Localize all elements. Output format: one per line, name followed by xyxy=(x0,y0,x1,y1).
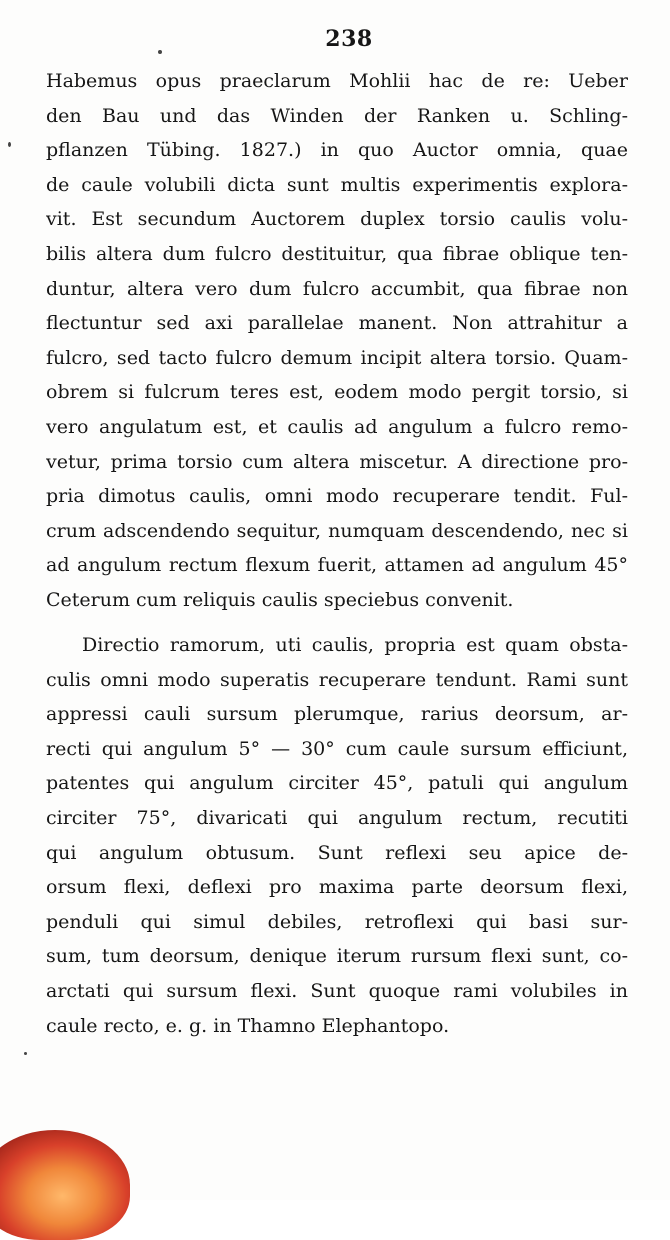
text-line: patentes qui angulum circiter 45°, patuli qui angulum xyxy=(46,772,628,795)
text-line: circiter 75°, divaricati qui angulum rectum, recutiti xyxy=(46,806,628,829)
text-line: Directio ramorum, uti caulis, propria est quam obsta- xyxy=(82,634,628,656)
text-line: duntur, altera vero dum fulcro accumbit, qua fibrae non xyxy=(46,277,628,300)
ink-speck xyxy=(8,142,11,147)
text-line: den Bau und das Winden der Ranken u. Schling- xyxy=(46,104,628,127)
text-line: culis omni modo superatis recuperare tendunt. Rami sunt xyxy=(46,668,628,691)
ink-speck xyxy=(158,50,162,54)
text-line: pflanzen Tübing. 1827.) in quo Auctor omnia, quae xyxy=(46,139,628,162)
text-line: pria dimotus caulis, omni modo recuperare tendit. Ful- xyxy=(46,485,628,508)
text-line: orsum flexi, deflexi pro maxima parte deorsum flexi, xyxy=(46,876,628,899)
text-line: penduli qui simul debiles, retroflexi qui basi sur- xyxy=(46,910,628,933)
text-line: vetur, prima torsio cum altera miscetur. A directione pro- xyxy=(46,450,628,473)
text-line: sum, tum deorsum, denique iterum rursum flexi sunt, co- xyxy=(46,945,628,968)
text-line: fulcro, sed tacto fulcro demum incipit altera torsio. Quam- xyxy=(46,346,628,369)
text-line: caule recto, e. g. in Thamno Elephantopo. xyxy=(46,1014,450,1037)
text-line: vero angulatum est, et caulis ad angulum a fulcro remo- xyxy=(46,415,628,438)
text-line: bilis altera dum fulcro destituitur, qua fibrae oblique ten- xyxy=(46,242,628,265)
text-line: recti qui angulum 5° — 30° cum caule sursum efficiunt, xyxy=(46,737,628,760)
paragraph-2 xyxy=(46,628,628,1043)
ink-speck xyxy=(24,1052,27,1055)
text-line: appressi cauli sursum plerumque, rarius deorsum, ar- xyxy=(46,703,628,726)
text-line: flectuntur sed axi parallelae manent. Non attrahitur a xyxy=(46,312,628,335)
text-line: qui angulum obtusum. Sunt reflexi seu apice de- xyxy=(46,841,628,864)
text-line: obrem si fulcrum teres est, eodem modo pergit torsio, si xyxy=(46,381,628,404)
page-number: 238 xyxy=(325,26,373,52)
text-line: arctati qui sursum flexi. Sunt quoque rami volubiles in xyxy=(46,979,628,1002)
text-line: crum adscendendo sequitur, numquam descendendo, nec si xyxy=(46,519,628,542)
text-line: ad angulum rectum flexum fuerit, attamen ad angulum 45° xyxy=(46,554,628,577)
text-line: Ceterum cum reliquis caulis speciebus convenit. xyxy=(46,588,514,611)
paragraph-1 xyxy=(46,64,628,618)
text-line: vit. Est secundum Auctorem duplex torsio caulis volu- xyxy=(46,208,628,231)
text-line: Habemus opus praeclarum Mohlii hac de re: Ueber xyxy=(46,70,628,92)
thumb-image xyxy=(0,1130,130,1240)
text-line: de caule volubili dicta sunt multis experimentis explora- xyxy=(46,173,628,196)
